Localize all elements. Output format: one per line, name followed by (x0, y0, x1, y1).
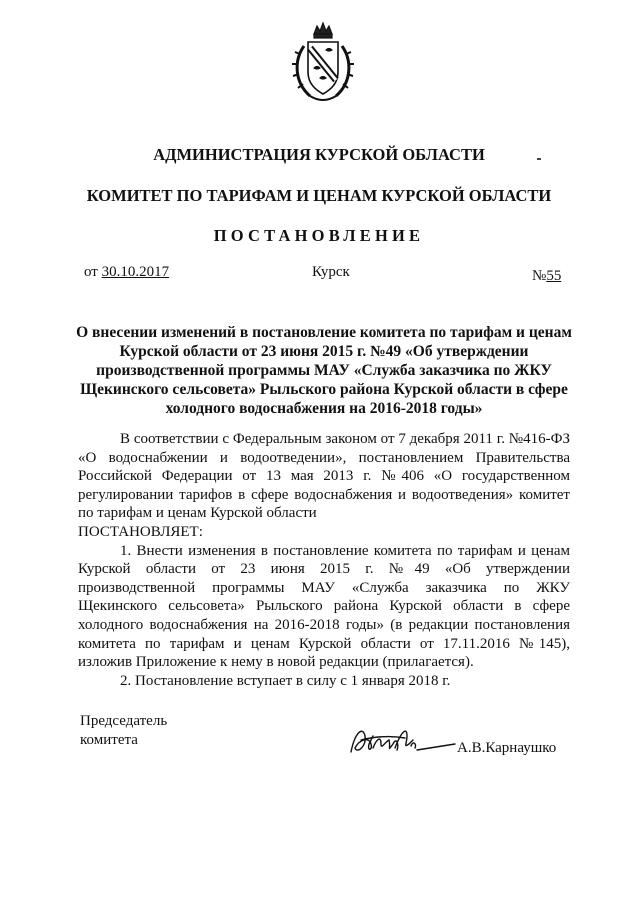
document-number (532, 268, 561, 285)
scan-speck (537, 158, 541, 160)
coat-of-arms-icon (290, 20, 356, 104)
item-1-paragraph: 1. Внести изменения в постановление комитета по тарифам и ценам Курской области от 23 июня 2015 г. №49 «Об утверждении производственной программы МАУ «Служба заказчика по ЖКУ Щекинского сельсовета» Рыльского района Курской области в сфере холодного водоснабжения на 2016-2018 годы» (в редакции постановления комитета по тарифам и ценам Курской области от 17.11.2016 №145), изложив Приложение к нему в новой редакции (прилагается). (78, 542, 570, 671)
date-prefix: от (84, 264, 102, 280)
signatory-name: А.В.Карнаушко (457, 740, 557, 756)
handwritten-signature (347, 718, 459, 764)
preamble-paragraph: В соответствии с Федеральным законом от 7 декабря 2011 г. №416-ФЗ «О водоснабжении и водоотведении», постановлением Правительства Российской Федерации от 13 мая 2013 г. №406 «О государственном регулировании тарифов в сфере водоснабжения и водоотведения» комитет по тарифам и ценам Курской области (78, 431, 570, 522)
number-value: 55 (546, 268, 562, 284)
title-line: Щекинского сельсовета» Рыльского района Курской области в сфере (80, 381, 568, 398)
signatory-position (80, 712, 167, 750)
title-line: Курской области от 23 июня 2015 г. №49 «Об утверждении (119, 343, 529, 360)
title-line: О внесении изменений в постановление комитета по тарифам и ценам (76, 324, 572, 341)
document-body (78, 430, 570, 690)
committee-heading: КОМИТЕТ ПО ТАРИФАМ И ЦЕНАМ КУРСКОЙ ОБЛАСТИ (86, 186, 552, 205)
title-line: производственной программы МАУ «Служба заказчика по ЖКУ (96, 362, 552, 379)
number-prefix: № (532, 268, 547, 284)
document-city: Курск (312, 264, 350, 280)
document-date (84, 264, 169, 281)
position-line-1: Председатель (80, 713, 168, 729)
title-line: холодного водоснабжения на 2016-2018 годы» (165, 400, 483, 417)
resolves-paragraph: ПОСТАНОВЛЯЕТ: (78, 523, 203, 540)
position-line-2: комитета (80, 732, 138, 748)
document-type-heading: ПОСТАНОВЛЕНИЕ (213, 226, 425, 245)
organization-heading: АДМИНИСТРАЦИЯ КУРСКОЙ ОБЛАСТИ (153, 145, 485, 164)
item-2-paragraph: 2. Постановление вступает в силу с 1 января 2018 г. (120, 672, 451, 689)
date-value: 30.10.2017 (101, 264, 170, 280)
document-title (76, 323, 572, 418)
